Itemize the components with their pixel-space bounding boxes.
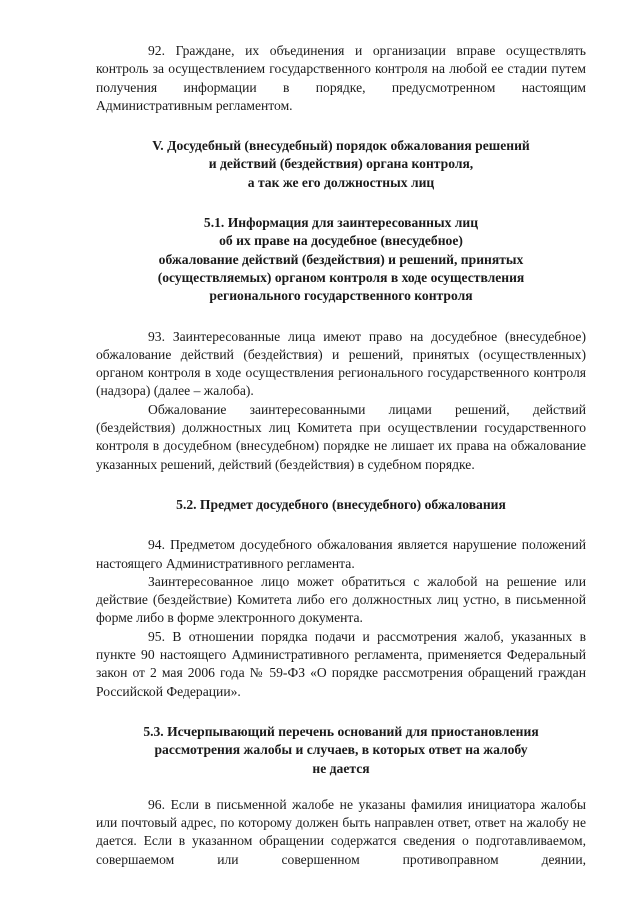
section-5-2-heading <box>96 496 586 514</box>
paragraph-96: 96. Если в письменной жалобе не указаны фамилия инициатора жалобы или почтовый адрес, по которому должен быть направлен ответ, ответ на жалобу не дается. Если в указанном обращении содержатся сведения о подготавливаемом, совершаемом или совершенном противоправном деянии, <box>96 796 586 867</box>
heading-line: (осуществляемых) органом контроля в ходе осуществления <box>157 269 525 285</box>
heading-line: обжалование действий (бездействия) и решений, принятых <box>158 251 524 267</box>
section-5-1-heading <box>96 214 586 305</box>
paragraph-92: 92. Граждане, их объединения и организации вправе осуществлять контроль за осуществлением государственного контроля на любой ее стадии путем получения информации в порядке, предусмотренном настоящим Административным регламентом. <box>96 43 586 113</box>
heading-line: 5.3. Исчерпывающий перечень оснований для приостановления <box>143 723 539 739</box>
heading-line: и действий (бездействия) органа контроля, <box>208 156 474 172</box>
heading-line: а так же его должностных лиц <box>247 174 435 190</box>
paragraph-94-continued: Заинтересованное лицо может обратиться с жалобой на решение или действие (бездействие) Комитета либо его должностных лиц устно, в письменной форме либо в форме электронного документа. <box>96 573 586 626</box>
section-5-3-heading <box>96 723 586 778</box>
heading-line: регионального государственного контроля <box>209 288 473 304</box>
heading-line: 5.2. Предмет досудебного (внесудебного) обжалования <box>176 496 506 512</box>
paragraph-93-continued: Обжалование заинтересованными лицами решений, действий (бездействия) должностных лиц Комитета при осуществлении государственного контроля в досудебном (внесудебном) порядке не лишает их права на обжалование указанных решений, действий (бездействия) в судебном порядке. <box>96 401 586 472</box>
heading-line: V. Досудебный (внесудебный) порядок обжалования решений <box>152 138 530 154</box>
paragraph-95: 95. В отношении порядка подачи и рассмотрения жалоб, указанных в пункте 90 настоящего Административного регламента, применяется Федеральный закон от 2 мая 2006 года № 59-ФЗ «О порядке рассмотрения обращений граждан Российской Федерации». <box>96 628 586 699</box>
heading-line: об их праве на досудебное (внесудебное) <box>219 233 463 249</box>
paragraph-93: 93. Заинтересованные лица имеют право на досудебное (внесудебное) обжалование действий (бездействия) и решений, принятых (осуществленных) органом контроля в ходе осуществления регионального государственного контроля (надзора) (далее – жалоба). <box>96 328 586 399</box>
section-5-heading <box>96 137 586 192</box>
heading-line: рассмотрения жалобы и случаев, в которых ответ на жалобу <box>154 742 528 758</box>
heading-line: не дается <box>312 760 370 776</box>
paragraph-94: 94. Предметом досудебного обжалования является нарушение положений настоящего Административного регламента. <box>96 537 586 571</box>
heading-line: 5.1. Информация для заинтересованных лиц <box>203 215 479 231</box>
